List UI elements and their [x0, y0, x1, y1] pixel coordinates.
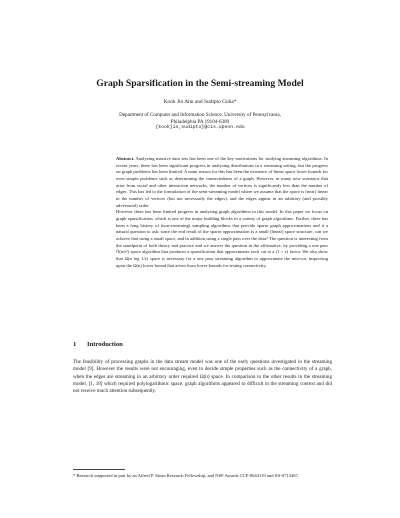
- section-number: 1: [73, 341, 77, 348]
- introduction-body: [73, 359, 332, 395]
- introduction-paragraph: The feasibility of processing graphs in the data stream model was one of the early questions investigated in the streaming model [9]. However the results were not encouraging, even to decide simple properties such as the connectivity of a graph, when the edges are streaming in an arbitrary order required Ω(n) space. In comparison to the other results in the streaming model, [1, 18] which required polylogarithmic space, graph algorithms appeared to difficult in the streaming context and did not receive much attention subsequently.: [73, 359, 332, 394]
- author-emails: {kookjin,sudipto}@cis.upenn.edu: [155, 125, 245, 131]
- section-heading: [73, 341, 333, 348]
- footnote-rule: [73, 469, 125, 470]
- paper-title: Graph Sparsification in the Semi-streaming Model: [96, 78, 304, 89]
- author-affiliation: [0, 112, 400, 132]
- paper-authors: Kook Jin Ahn and Sudipto Guha*: [163, 99, 237, 105]
- abstract-label: Abstract.: [116, 156, 135, 161]
- section-title: Introduction: [87, 341, 123, 348]
- abstract-paragraph-2: However there has been limited progress in analysing graph algorithms in this model. In this paper we focus on graph sparsification, which is one of the major building blocks in a variety of graph algorithms. Further, there has been a long history of (non-streaming) sampling algorithms that provide sparse graph approximations and it a natural question to ask: since the end result of the sparse approximation is a small (linear) space structure, can we achieve that using a small space, and in addition using a single pass over the data? The question is interesting from the standpoint of both theory and practice and we answer the question in the affirmative, by providing a one pass Õ(n/ε²) space algorithm that produces a sparsification that approximates each cut to a (1 + ε) factor. We also show that Ω(n log 1/ε) space is necessary for a one pass streaming algorithm to approximate the min-cut, improving upon the Ω(n) lower bound that arises from lower bounds for testing connectivity.: [116, 209, 328, 268]
- abstract-paragraph-1: [116, 156, 328, 209]
- affiliation-line-2: Philadelphia PA 19104-6389: [170, 118, 230, 125]
- abstract-text-1: Analyzing massive data sets has been one of the key motivations for studying streaming algorithms. In recent years, there has been significant progress in analysing distributions in a streaming setting, but the progress on graph problems has been limited. A main reason for this has been the existence of linear space lower bounds for even simple problems such as determining the connectedness of a graph. However, in many new scenarios that arise from social and other interaction networks, the number of vertices is significantly less than the number of edges. This has led to the formulation of the semi-streaming model where we assume that the space is (near) linear in the number of vertices (but not necessarily the edges), and the edges appear in an arbitrary (and possibly adversarial) order.: [116, 156, 328, 208]
- abstract-block: [116, 156, 328, 269]
- footnote: * Research supported in part by an Alfred P. Sloan Research Fellowship, and NSF Awards CCF-0644119 and IIS-0713267.: [73, 473, 300, 478]
- affiliation-line-1: Department of Computer and Information Science, University of Pennsylvania,: [119, 112, 281, 118]
